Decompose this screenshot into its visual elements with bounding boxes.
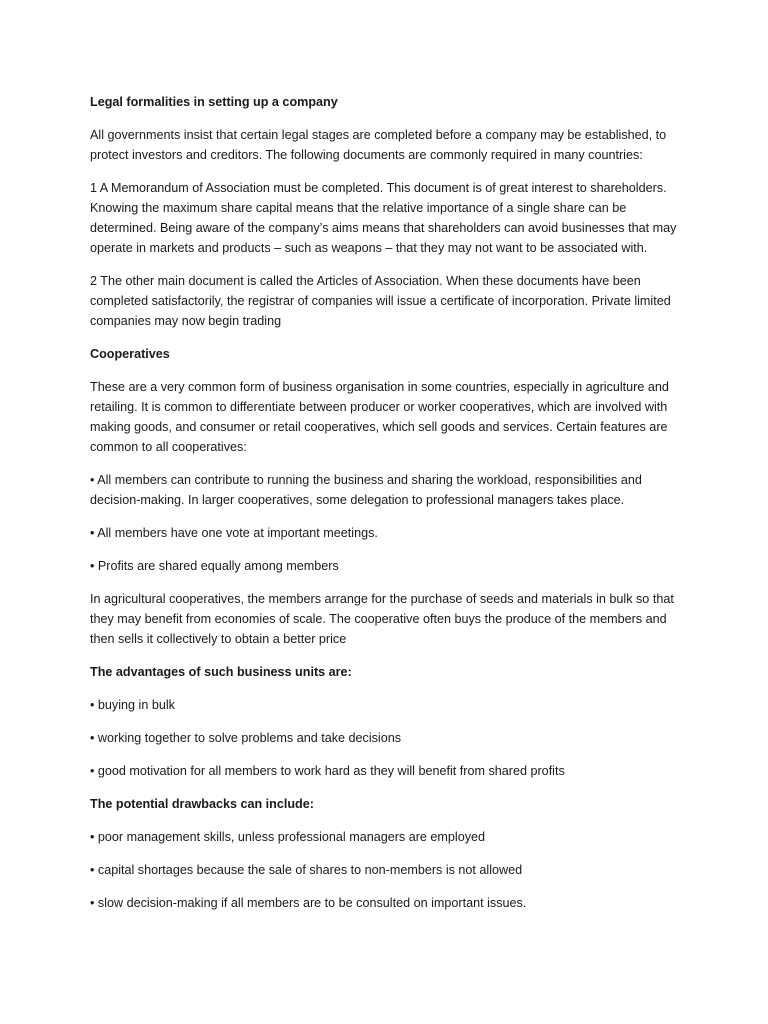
cooperatives-heading: Cooperatives <box>90 347 170 361</box>
memorandum-paragraph: 1 A Memorandum of Association must be completed. This document is of great interest to shareholders. Knowing the maximum share capital means that the relative importance of a single share can be determined. Being aware of the company’s aims means that shareholders can avoid businesses that may operate in markets and products – such as weapons – that they may not want to be associated with. <box>90 181 677 255</box>
feature-item: • Profits are shared equally among members <box>90 559 339 573</box>
advantage-item: • working together to solve problems and take decisions <box>90 731 402 745</box>
drawbacks-heading: The potential drawbacks can include: <box>90 797 314 811</box>
feature-item: • All members can contribute to running the business and sharing the workload, responsibilities and decision-making. In larger cooperatives, some delegation to professional managers takes place. <box>90 473 642 507</box>
intro-paragraph: All governments insist that certain legal stages are completed before a company may be established, to protect investors and creditors. The following documents are commonly required in many countries: <box>90 128 667 162</box>
advantage-item: • buying in bulk <box>90 698 175 712</box>
document-title: Legal formalities in setting up a company <box>90 95 338 109</box>
articles-paragraph: 2 The other main document is called the Articles of Association. When these documents have been completed satisfactorily, the registrar of companies will issue a certificate of incorporation. Private limited companies may now begin trading <box>90 274 671 328</box>
feature-item: • All members have one vote at important meetings. <box>90 526 378 540</box>
advantages-heading: The advantages of such business units are: <box>90 665 352 679</box>
advantage-item: • good motivation for all members to work hard as they will benefit from shared profits <box>90 764 565 778</box>
agricultural-paragraph: In agricultural cooperatives, the members arrange for the purchase of seeds and materials in bulk so that they may benefit from economies of scale. The cooperative often buys the produce of the members and then sells it collectively to obtain a better price <box>90 592 674 646</box>
drawback-item: • slow decision-making if all members are to be consulted on important issues. <box>90 896 527 910</box>
document-page <box>90 92 682 926</box>
cooperatives-intro-paragraph: These are a very common form of business organisation in some countries, especially in agriculture and retailing. It is common to differentiate between producer or worker cooperatives, which are involved with making goods, and consumer or retail cooperatives, which sell goods and services. Certain features are common to all cooperatives: <box>90 380 669 454</box>
drawback-item: • poor management skills, unless professional managers are employed <box>90 830 486 844</box>
drawback-item: • capital shortages because the sale of shares to non-members is not allowed <box>90 863 523 877</box>
